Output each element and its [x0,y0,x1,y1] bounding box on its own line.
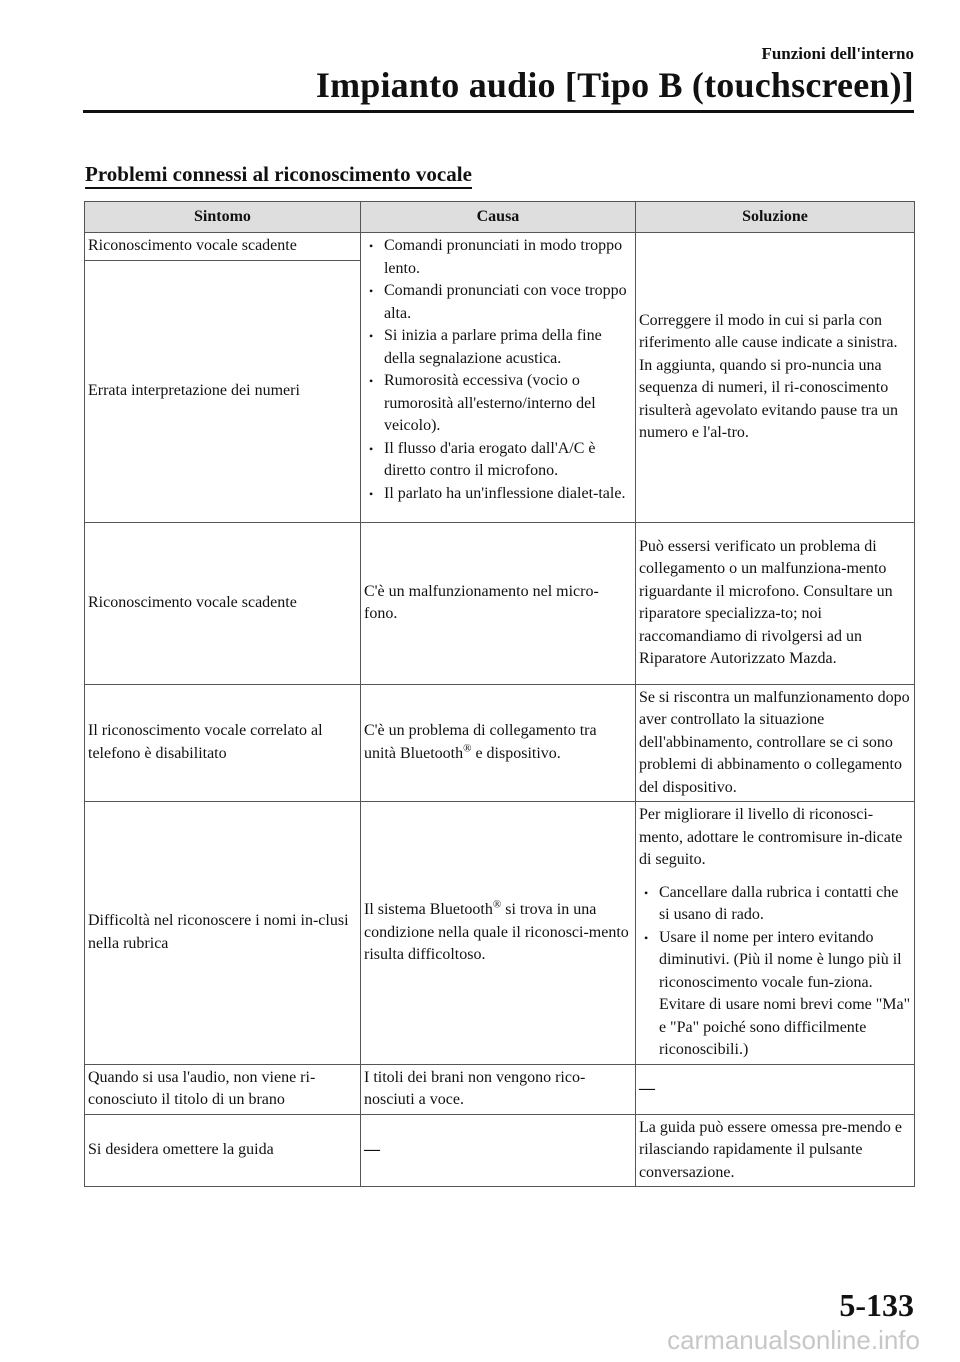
list-item: • Comandi pronunciati con voce troppo alta. [364,280,632,325]
solution-cell: La guida può essere omessa pre-mendo e rilasciando rapidamente il pulsante conversazione. [635,1114,914,1187]
cause-cell: I titoli dei brani non vengono rico-nosciuti a voce. [360,1064,635,1114]
list-item: • Comandi pronunciati in modo troppo lento. [364,235,632,280]
symptom-cell: Difficoltà nel riconoscere i nomi in-clusi nella rubrica [85,802,361,1065]
list-item: • Usare il nome per intero evitando diminutivi. (Più il nome è lungo più il riconoscimento vocale fun-ziona. Evitare di usare nomi brevi come "Ma" e "Pa" poiché sono difficilmente riconoscibili.) [639,927,911,1062]
footer-watermark: carmanualsonline.info [667,1325,920,1355]
list-item: • Il parlato ha un'inflessione dialet-tale. [364,483,632,506]
solution-list [639,882,911,1062]
list-item: • Il flusso d'aria erogato dall'A/C è diretto contro il microfono. [364,438,632,483]
list-item: • Cancellare dalla rubrica i contatti che si usano di rado. [639,882,911,927]
registered-mark: ® [492,898,502,911]
solution-intro: Per migliorare il livello di riconosci-mento, adottare le contromisure in-dicate di seguito. [638,806,903,868]
table-row [85,1114,915,1187]
table-row [85,802,915,1065]
solution-cell: Può essersi verificato un problema di collegamento o un malfunziona-mento riguardante il microfono. Consultare un riparatore specializza-to; noi raccomandiamo di rivolgersi ad un Riparatore Autorizzato Mazda. [635,522,914,684]
column-header-cause: Causa [360,202,635,233]
solution-cell: Se si riscontra un malfunzionamento dopo aver controllato la situazione dell'abbinamento, controllare se ci sono problemi di abbinamento o collegamento del dispositivo. [635,684,914,802]
cause-list [364,235,632,505]
list-item: • Rumorosità eccessiva (vocio o rumorosità all'esterno/interno del veicolo). [364,370,632,438]
header-section-label: Funzioni dell'interno [761,44,914,63]
solution-cell: — [635,1064,914,1114]
cause-cell [360,802,635,1065]
registered-mark: ® [463,742,472,755]
table-row [85,233,915,261]
page-title: Impianto audio [Tipo B (touchscreen)] [315,65,914,105]
symptom-cell: Il riconoscimento vocale correlato al telefono è disabilitato [85,684,361,802]
page-number: 5-133 [839,1287,914,1323]
section-title: Problemi connessi al riconoscimento vocale [85,162,472,189]
table-row [85,522,915,684]
cause-cell [360,684,635,802]
column-header-solution: Soluzione [635,202,914,233]
symptom-cell: Errata interpretazione dei numeri [85,260,361,522]
solution-cell: Correggere il modo in cui si parla con riferimento alle cause indicate a sinistra. In aggiunta, quando si pro-nuncia una sequenza di numeri, il ri-conoscimento risulterà agevolato evitando pause tra un numero e l'al-tro. [635,233,914,523]
cause-text-part: si trova in una condizione nella quale il riconosci-mento risulta difficoltoso. [363,901,629,963]
cause-cell: C'è un malfunzionamento nel micro-fono. [360,522,635,684]
header-divider [83,110,914,113]
cause-text-part: Il sistema Bluetooth [363,901,493,918]
symptom-cell: Si desidera omettere la guida [85,1114,361,1187]
symptom-cell: Riconoscimento vocale scadente [85,522,361,684]
column-header-symptom: Sintomo [85,202,361,233]
list-item: • Si inizia a parlare prima della fine della segnalazione acustica. [364,325,632,370]
cause-cell: — [360,1114,635,1187]
table-row [85,1064,915,1114]
cause-text-part: C'è un problema di collegamento tra unità Bluetooth [363,722,597,762]
table-header-row [85,202,915,233]
solution-cell [635,802,914,1065]
table-row [85,684,915,802]
cause-text-part: e dispositivo. [471,744,561,762]
symptom-cell: Riconoscimento vocale scadente [85,233,361,261]
symptom-cell: Quando si usa l'audio, non viene ri-conosciuto il titolo di un brano [85,1064,361,1114]
cause-cell [360,233,635,523]
troubleshooting-table [84,201,915,1187]
